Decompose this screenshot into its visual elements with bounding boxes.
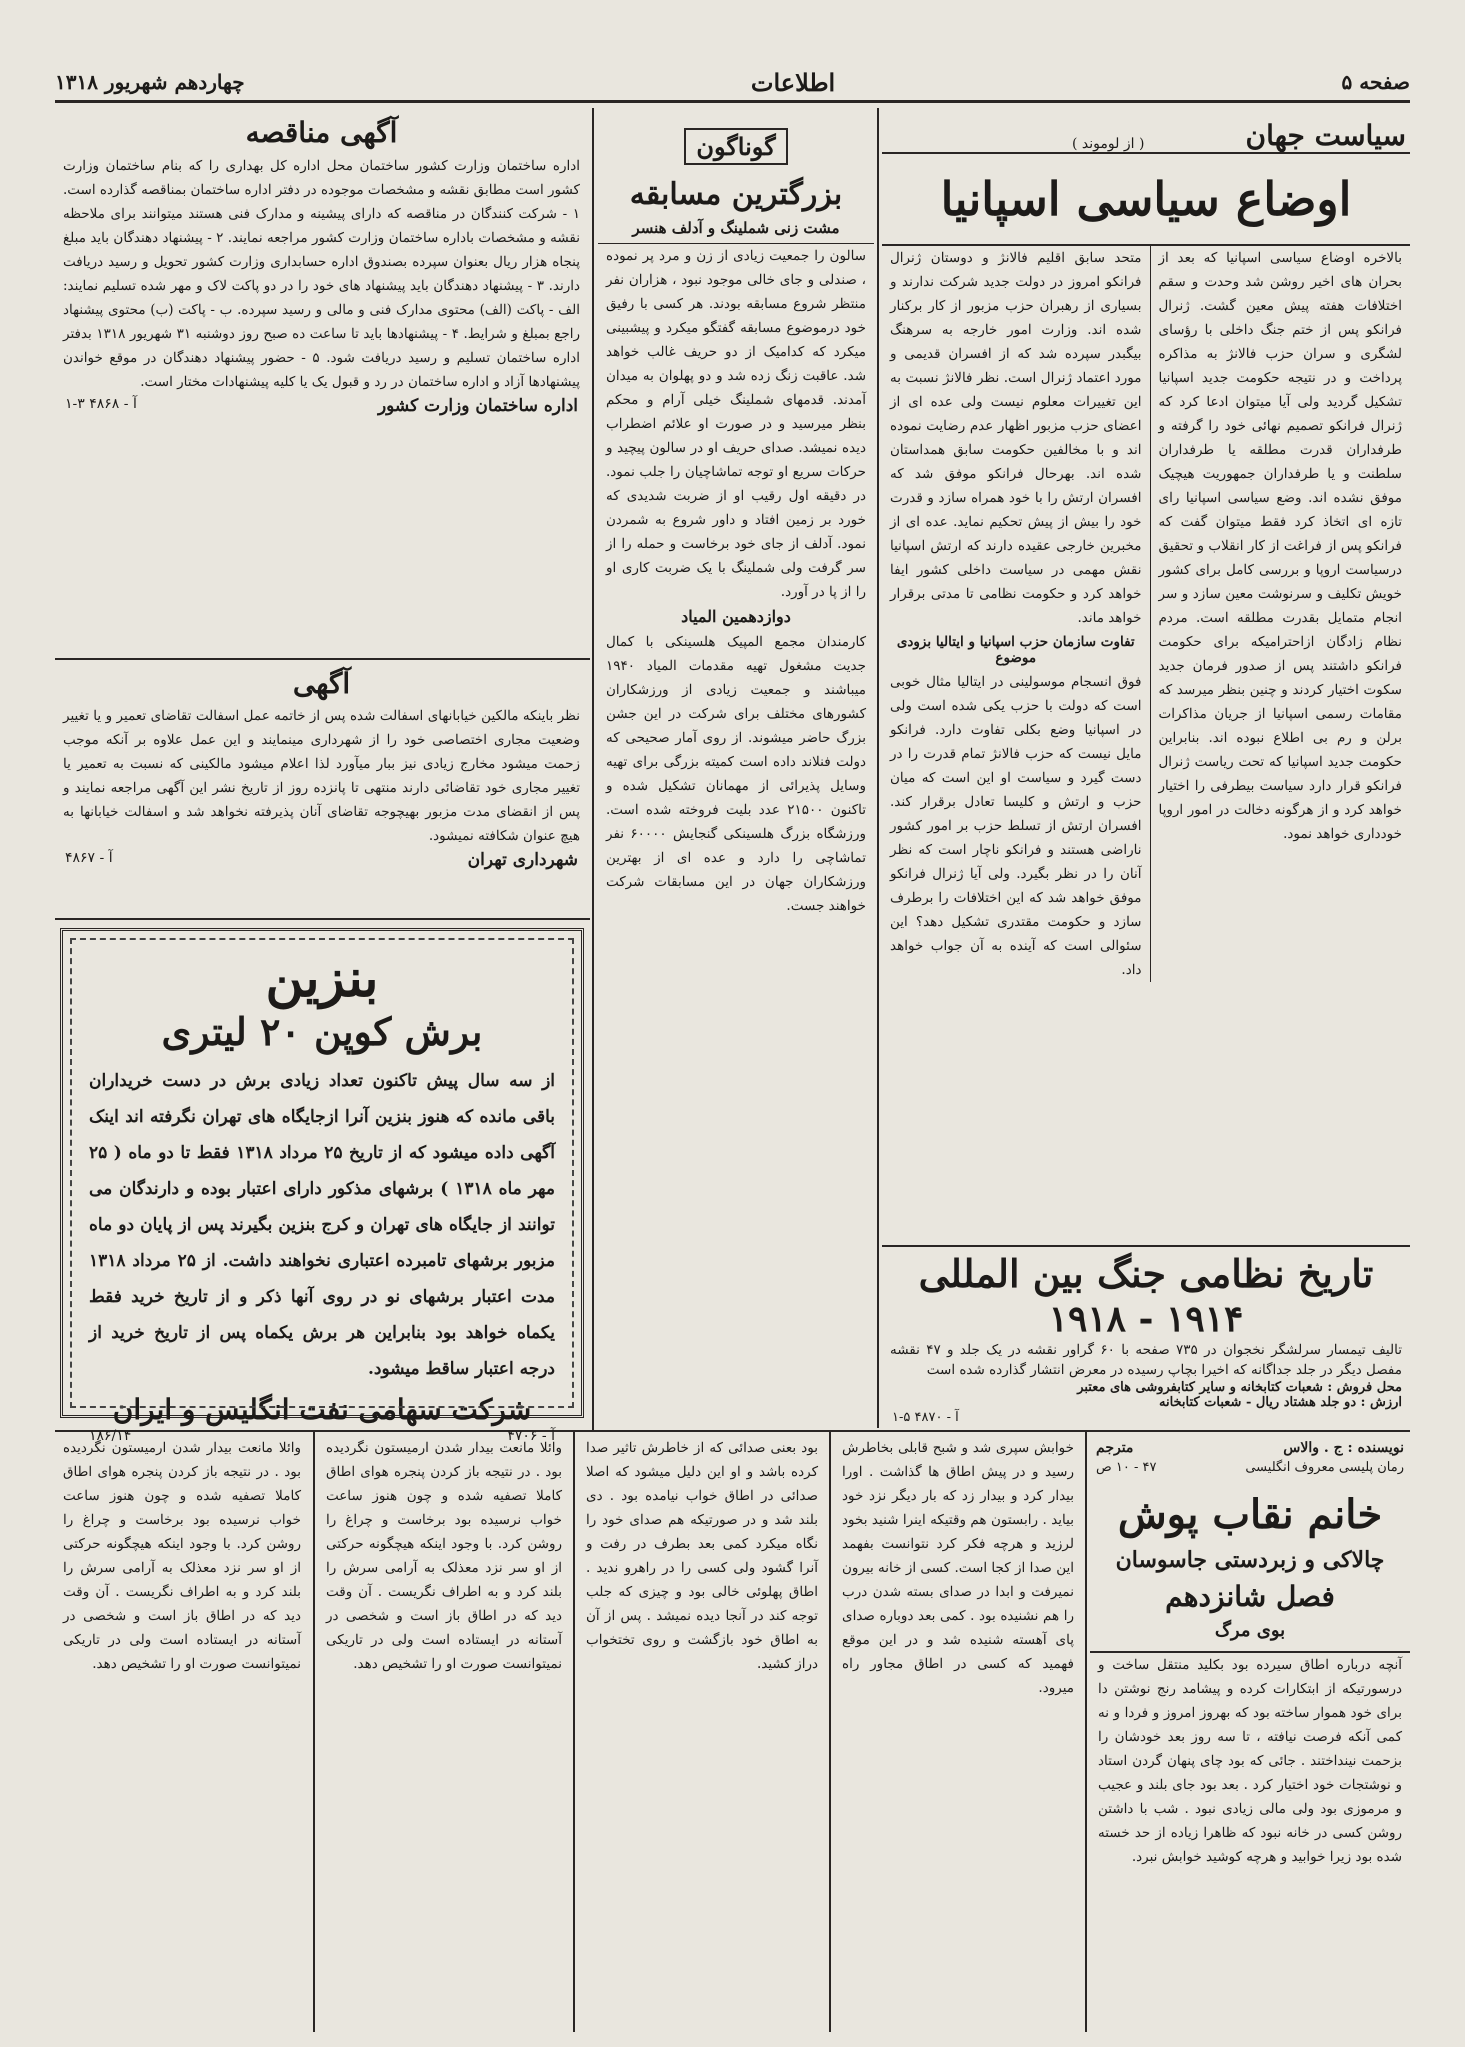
book-years: ۱۹۱۴ - ۱۹۱۸ xyxy=(1048,1298,1244,1340)
novel-column xyxy=(578,1436,826,2034)
notice-title: آگهی xyxy=(292,667,351,700)
notice-reference: آ - ۴۸۶۷ xyxy=(65,850,113,866)
novel-translator: مترجم xyxy=(1096,1440,1134,1456)
notice-signature: اداره ساختمان وزارت کشور xyxy=(377,396,578,416)
ad-company: شرکت سهامی نفت انگلیس و ایران xyxy=(112,1393,532,1426)
column-rule xyxy=(1085,1432,1087,2032)
article-subheading: تفاوت سازمان حزب اسپانیا و ایتالیا بزودی موضوع xyxy=(896,634,1135,666)
petrol-advertisement xyxy=(60,928,584,1444)
novel-text: بود بعنی صدائی که از خاطرش تاثیر صدا کرده باشد و او این دلیل میشود که اصلا صدائی در اطاق خواب نیامده بود . دی بلند شد و در صورتیکه هم صدای خود را نگاه میکرد کمی بعد بطرف در رفت و آنرا گشود ولی کسی را در راهرو ندید . اطاق پهلوئی خالی بود و چیزی که جلب توجه کند در آنجا دیده نمیشد . پس از آن به اطاق خود بازگشت و روی تختخواب دراز کشید. xyxy=(586,1440,818,1672)
novel-subtitle: چالاکی و زبردستی جاسوسان xyxy=(1115,1547,1385,1573)
article-subheading: دوازدهمین المیاد xyxy=(681,607,791,626)
politics-section xyxy=(882,112,1410,1237)
novel-text: وائلا مانعت بیدار شدن ارمیستون نگردیده بود . در نتیجه باز کردن پنجره هوای اطاق کاملا تصفیه شده و چون هنوز ساعت خواب نرسیده بود برخاست و چراغ را روشن کرد. با وجود اینکه هیچگونه حرکتی از او سر نزد معذلک به آرامی سرش را بلند کرد و به اطراف نگریست . آن وقت دید که در اطاق باز است و شخصی در آستانه در ایستاده است ولی در تاریکی نمیتوانست صورت او را تشخیص دهد. xyxy=(63,1440,301,1672)
book-sale: محل فروش : شعبات کتابخانه و سایر کتابفروشی های معتبر xyxy=(1077,1380,1402,1395)
column-rule xyxy=(573,1432,575,2032)
section-title: گوناگون xyxy=(684,128,787,165)
section-rule xyxy=(55,658,590,660)
novel-title: خانم نقاب پوش xyxy=(1117,1491,1383,1538)
war-history-ad xyxy=(882,1250,1410,1428)
novel-series: ۴۷ - ۱۰ ص xyxy=(1096,1460,1157,1475)
notice-body: نظر باینکه مالکین خیابانهای اسفالت شده پس از خاتمه عمل اسفالت تقاضای تعمیر و یا تغییر وضعیت مجاری اختصاصی خود را از شهرداری مینمایند و این عمل علاوه بر آنکه موجب زحمت میشود مخارج زیادی نیز ببار میآورد لذا اعلام میشود مالکینی که نسبت به تعمیر یا تغییر مجاری خود تقاضائی دارند منتهی تا پانزده روز از تاریخ نشر این آگهی مراجعه نمایند و پس از انقضای مدت مزبور بهیچوجه تقاضای آنان پذیرفته نخواهد شد و اسفالت خیابانها به هیچ عنوان شکافته نمیشود. xyxy=(63,708,580,844)
tender-notice xyxy=(55,112,588,652)
municipal-notice xyxy=(55,664,588,914)
varia-section xyxy=(598,112,874,1428)
novel-author: نویسنده : ج . والاس xyxy=(1283,1440,1404,1456)
notice-body: اداره ساختمان وزارت کشور ساختمان محل اداره کل بهداری را که بنام ساختمان وزارت کشور است مطابق نقشه و مشخصات موجوده در دفتر اداره ساختمان بمناقصه گذارده است. ۱ - شرکت کنندگان در مناقصه که دارای پیشینه و مدارک فنی هستند میتوانند برای ملاحظه نقشه و مشخصات باداره ساختمان وزارت کشور مراجعه نمایند. ۲ - پیشنهاد دهندگان باید مبلغ پنجاه هزار ریال بعنوان سپرده بصندوق اداره حسابداری وزارت کشور تحویل و رسید دریافت دارند. ۳ - پیشنهاد دهندگان باید پیشنهاد های خود را در دو پاکت لاک و مهر شده تسلیم نمایند: الف - پاکت (الف) محتوی مدارک فنی و مالی و رسید سپرده. ب - پاکت (ب) محتوی پیشنهاد راجع بمبلغ و شرایط. ۴ - پیشنهادها باید تا ساعت ده صبح روز دوشنبه ۳۱ شهریور ۱۳۱۸ بدفتر اداره ساختمان تسلیم و رسید دریافت شود. ۵ - حضور پیشنهاد دهندگان در موقع خواندن پیشنهادها آزاد و اداره ساختمان در رد و قبول یک یا کلیه پیشنهادات مختار است. xyxy=(63,158,581,390)
novel-column xyxy=(318,1436,570,2034)
article-column: متحد سابق اقلیم فالانژ و دوستان ژنرال فرانکو امروز در دولت جدید شرکت ندارند و بسیاری از رهبران حزب مزبور از کار برکنار شده اند. وزارت امور خارجه به سرهنگ بیگبدر سپرده شد که از افسران قدیمی و مورد اعتماد ژنرال است. نظر فالانژ نسبت به این تغییرات معلوم نیست ولی عده ای از اعضای حزب مزبور اظهار عدم رضایت نموده اند و با مخالفین حکومت سابق همداستان شده اند. بهرحال فرانکو موفق شد که افسران ارتش را با خود همراه سازد و قدرت خود را بیش از پیش تحکیم نماید. عده ای از مخبرین خارجی عقیده دارند که ارتش اسپانیا نقش مهمی در سیاست داخلی کشور ایفا خواهد کرد و حکومت نظامی تا مدتی برقرار خواهد ماند. xyxy=(890,250,1142,626)
novel-column xyxy=(55,1436,309,2034)
book-title: تاریخ نظامی جنگ بین المللی xyxy=(918,1251,1374,1296)
column-rule xyxy=(313,1432,315,2032)
column-rule xyxy=(592,108,594,1430)
article-body: کارمندان مجمع المپیک هلسینکی با کمال جدیت مشغول تهیه مقدمات المیاد ۱۹۴۰ میباشند و جمعیت زیادی از ورزشکاران کشورهای مختلف برای شرکت در این جشن بزرگ حاضر میشوند. از روی آمار صحیحی که دولت فنلاند داده است کمیته بزرگی برای تهیه وسایل پذیرائی از مهمانان تشکیل شده و تاکنون ۲۱۵۰۰ عدد بلیت فروخته شده است. ورزشگاه بزرگ هلسینکی گنجایش ۶۰۰۰۰ نفر تماشاچی را دارد و عده ای از بهترین ورزشکاران جهان در این مسابقات شرکت خواهند جست. xyxy=(606,634,866,914)
ad-reference: آ - ۴۸۷۰ ۵-۱ xyxy=(892,1410,959,1425)
notice-reference: آ - ۴۸۶۸ ۳-۱ xyxy=(65,396,137,412)
section-title: سیاست جهان xyxy=(1245,119,1406,152)
novel-genre: رمان پلیسی معروف انگلیسی xyxy=(1245,1460,1404,1475)
source-label: ( از لوموند ) xyxy=(1072,136,1145,152)
book-description: تالیف تیمسار سرلشگر نخجوان در ۷۳۵ صفحه با ۶۰ گراور نقشه در یک جلد و ۴۷ نقشه مفصل دیگر در جلد جداگانه که اخیرا بچاپ رسیده در معرض انتشار گذارده شده است xyxy=(890,1342,1402,1378)
article-title: بزرگترین مسابقه xyxy=(629,177,843,212)
novel-text: وائلا مانعت بیدار شدن ارمیستون نگردیده بود . در نتیجه باز کردن پنجره هوای اطاق کاملا تصفیه شده و چون هنوز ساعت خواب نرسیده بود برخاست و چراغ را روشن کرد. با وجود اینکه هیچگونه حرکتی از او سر نزد معذلک به آرامی سرش را بلند کرد و به اطراف نگریست . آن وقت دید که در اطاق باز است و شخصی در آستانه در ایستاده است ولی در تاریکی نمیتوانست صورت او را تشخیص دهد. xyxy=(326,1440,562,1672)
section-rule xyxy=(55,918,590,920)
newspaper-name: اطلاعات xyxy=(750,67,836,97)
ad-body: از سه سال پیش تاکنون تعداد زیادی برش در دست خریداران باقی مانده که هنوز بنزین آنرا ازجایگاه های تهران نگرفته اند اینک آگهی داده میشود که از تاریخ ۲۵ مرداد ۱۳۱۸ فقط تا دو ماه ( ۲۵ مهر ماه ۱۳۱۸ ) برشهای مذکور دارای اعتبار بوده و دارندگان می توانند از جایگاه های تهران و کرج بنزین بگیرند پس از پایان دو ماه مزبور برشهای تامبرده اعتباری نخواهند داشت. از ۲۵ مرداد ۱۳۱۸ مدت اعتبار برشهای نو در روی آنها ذکر و از تاریخ خرید فقط یکماه خواهد بود بنابراین هر برش یکماه پس از تاریخ خرید از درجه اعتبار ساقط میشود. xyxy=(89,1071,556,1379)
ad-subtitle: برش کوپن ۲۰ لیتری xyxy=(161,1009,483,1054)
article-subtitle: مشت زنی شملینگ و آدلف هنسر xyxy=(598,217,874,244)
novel-column xyxy=(834,1436,1082,2034)
section-rule xyxy=(882,1245,1410,1247)
page-number: صفحه ۵ xyxy=(1341,70,1410,94)
notice-signature: شهرداری تهران xyxy=(467,850,578,870)
masthead xyxy=(55,64,1410,103)
novel-text: آنچه درباره اطاق سیرده بود بکلید منتقل ساخت و درسورتیکه از ابتکارات کرده و پیشامد رنج نوشتن دا برای خود هموار ساخته بود که بهروز امروز و فردا و نه کمی آنکه فرصت نیافته ، تا سه روز بعد خودشان را بزحمت نینداختند . جائی که بود چای پنهان گردن استاد و نوشتجات خود اختیار کرد . بعد بود جای بلند و عجیب و مرموزی بود ولی مالی زیادی نبود . شب با داشتن روشن کسی در خانه نبود که ظاهرا زیاده از حد خسته شده بود زیرا خوابید و هرچه کوشید خوابش نبرد. xyxy=(1098,1657,1402,1865)
ad-reference: ۱۸۶/۱۴ xyxy=(89,1428,132,1444)
article-column: فوق انسجام موسولینی در ایتالیا مثال خوبی است که دولت با حزب یکی شده است ولی در اسپانیا وضع بکلی تفاوت دارد. فرانکو مایل نیست که حزب فالانژ تمام قدرت را در دست گیرد و سیاست او این است که میان حزب و ارتش و کلیسا تعادل برقرار کند. افسران ارتش از تسلط حزب بر امور کشور ناراضی هستند و فرانکو ناچار است که نظر آنان را در نظر بگیرد. ولی آیا ژنرال فرانکو موفق خواهد شد که این اختلافات را برطرف سازد و حکومت مقتدری تشکیل دهد؟ این سئوالی است که آینده به آن جواب خواهد داد. xyxy=(890,674,1142,978)
novel-chapter: فصل شانزدهم xyxy=(1165,1580,1335,1613)
novel-text: خوابش سپری شد و شبح قابلی بخاطرش رسید و در پیش اطاق ها گذاشت . اورا بیدار کرد و بیدار زد که بار دیگر نزد خود بیاید . رابستون هم وقتیکه اینرا شنید بخود لرزید و هرچه فکر کرد نتوانست بفهمد این صدا از کجا است. کسی از خانه بیرون نمیرفت و ابدا در صدای بسته شدن درب را هم نشنیده بود . کمی بعد دوباره صدای پای آهسته شنیده شد و در این موقع فهمید که کسی در اطاق مجاور راه میرود. xyxy=(842,1440,1074,1696)
column-rule xyxy=(829,1432,831,2032)
issue-date: چهاردهم شهریور ۱۳۱۸ xyxy=(55,70,245,94)
ad-title: بنزین xyxy=(265,948,379,1009)
notice-title: آگهی مناقصه xyxy=(245,116,398,149)
ad-reference: آ - ۴۷۰۶ xyxy=(507,1428,555,1444)
novel-header xyxy=(1090,1436,1410,2036)
article-column: بالاخره اوضاع سیاسی اسپانیا که بعد از بحران های اخیر روشن شد وحدت و سقم اختلافات هفته پیش معین گشت. ژنرال فرانکو پس از ختم جنگ داخلی با رؤسای لشگری و سران حزب فالانژ به مذاکره پرداخت و در نتیجه حکومت جدید اسپانیا تشکیل گردید ولی آیا میتوان ادعا کرد که ژنرال فرانکو تصمیم نهائی خود را گرفته و طرفداران قدرت مطلقه یا طرفداران سلطنت و یا طرفداران جمهوریت هیچیک موفق نشده اند. وضع سیاسی اسپانیا رای تازه ای اتخاذ کرد فقط میتوان گفت که فرانکو پس از فراغت از کار انقلاب و تحقیق درسیاست اروپا و بررسی کامل برای کشور خویش تکلیف و سرنوشت معین سازد و سر انجام متمایل بقدرت مطلقه است. مردم نظام زادگان ازاحترامیکه برای حکومت فرانکو داشتند پس از صدور فرمان جدید سکوت اختیار کردند و چنین بنظر میرسد که مقامات رسمی اسپانیا از جریان مذاکرات برلن و رم بی اطلاع نبوده اند. بنابراین حکومت جدید اسپانیا که تحت ریاست ژنرال فرانکو قرار دارد سیاست بیطرفی را اختیار خواهد کرد و از هرگونه دخالت در امور اروپا خودداری خواهد نمود. xyxy=(1158,250,1402,842)
column-rule xyxy=(877,108,879,1428)
article-title: اوضاع سیاسی اسپانیا xyxy=(882,154,1410,246)
book-price: ارزش : دو جلد هشتاد ریال - شعبات کتابخانه xyxy=(1158,1395,1402,1410)
article-body: سالون را جمعیت زیادی از زن و مرد پر نموده ، صندلی و جای خالی موجود نبود ، هزاران نفر منتظر شروع مسابقه بودند. هر کسی با رفیق خود درموضوع مسابقه گفتگو میکرد و پیشبینی میکرد که کدامیک از دو حریف غالب خواهد شد. عاقبت زنگ زده شد و دو پهلوان به میدان آمدند. قدمهای شملینگ خیلی آرام و محکم بنظر میرسید و در صورت او علائم اضطراب دیده نمیشد. صدای حریف او در سالون پیچید و حرکات سریع او توجه تماشاچیان را جلب نمود. در دقیقه اول رقیب او از ضربت شدیدی که خورد بر زمین افتاد و داور شروع به شمردن نمود. آدلف از جای خود برخاست و حمله را از سر گرفت ولی شملینگ با یک ضربت کاری او را از پا در آورد. xyxy=(606,248,866,600)
novel-chapter-title: بوی مرگ xyxy=(1090,1617,1410,1653)
